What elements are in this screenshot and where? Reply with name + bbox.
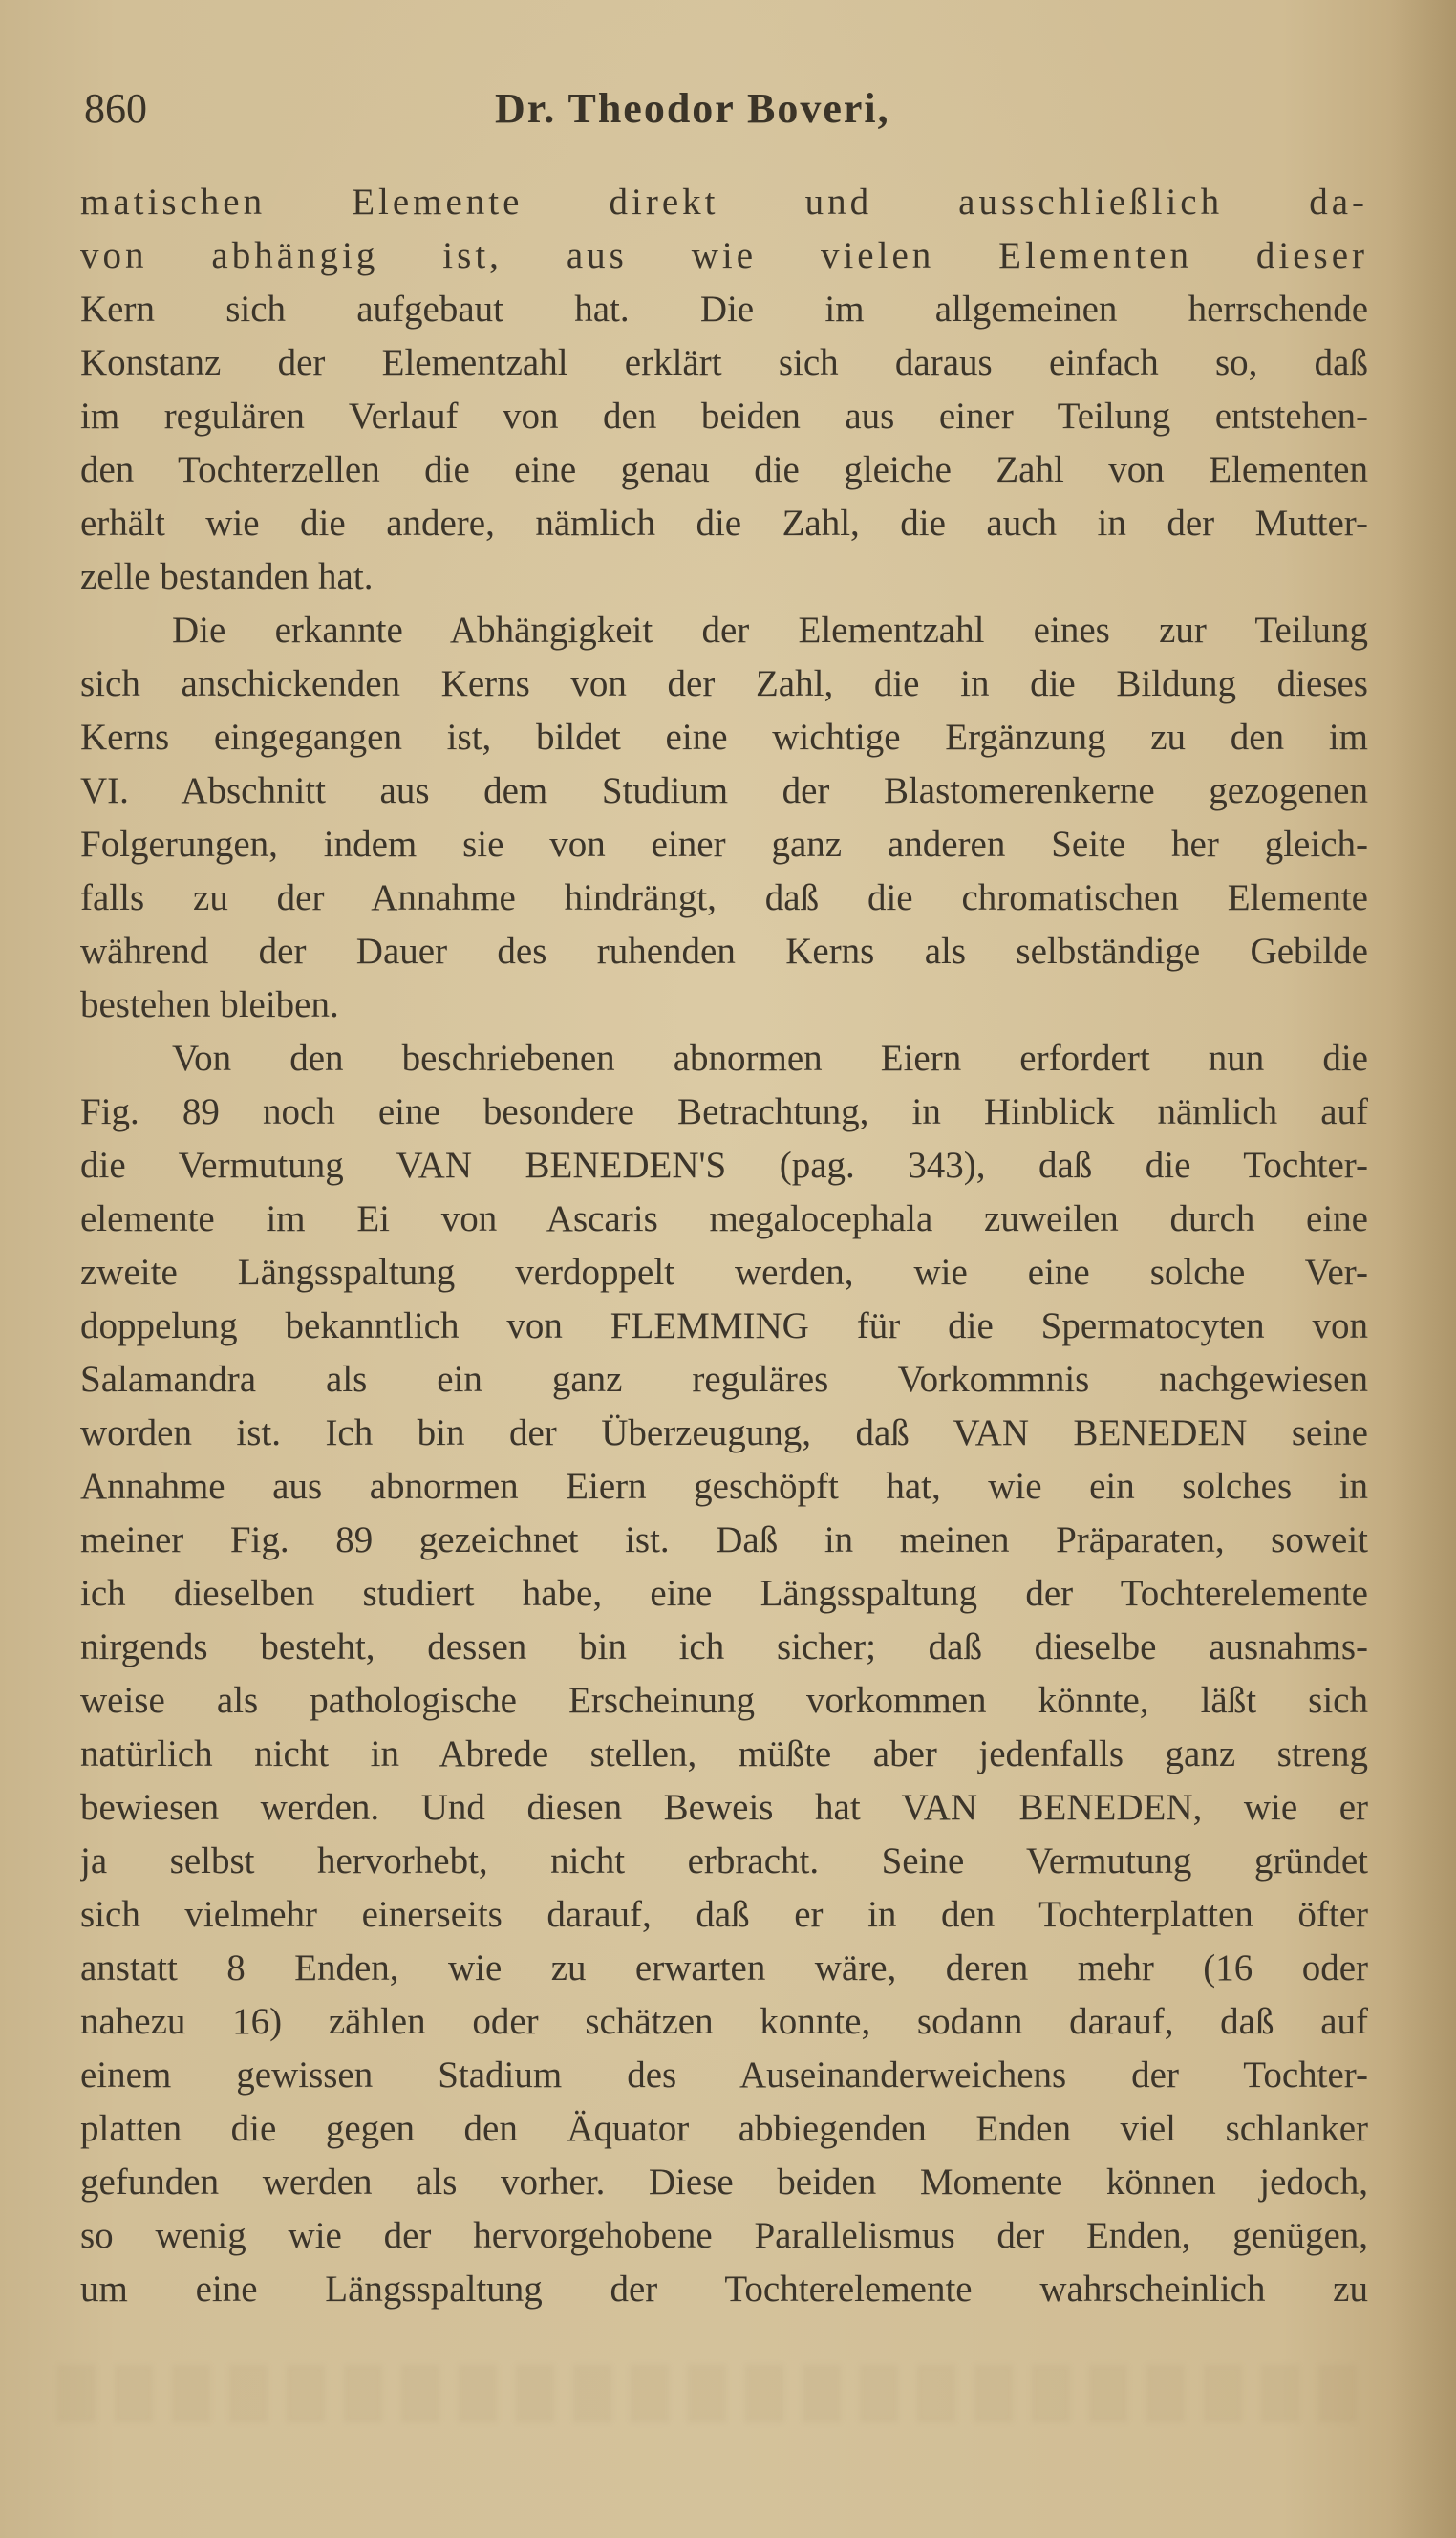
text-line: Folgerungen, indem sie von einer ganz anderen Seite her gleich-: [80, 824, 1368, 865]
text-line: nahezu 16) zählen oder schätzen konnte, sodann darauf, daß auf: [80, 2001, 1368, 2042]
text-line: um eine Längsspaltung der Tochterelemente wahrscheinlich zu: [80, 2269, 1368, 2310]
text-line: bestehen bleiben.: [80, 984, 339, 1025]
page-number: 860: [84, 85, 147, 132]
text-line: von abhängig ist, aus wie vielen Elementen dieser: [80, 235, 1368, 276]
text-line: sich anschickenden Kerns von der Zahl, die in die Bildung dieses: [80, 663, 1368, 704]
text-line: einem gewissen Stadium des Auseinanderweichens der Tochter-: [80, 2054, 1368, 2096]
text-line: Von den beschriebenen abnormen Eiern erfordert nun die: [172, 1038, 1368, 1079]
page-edge-shadow: [1389, 0, 1456, 2538]
text-line: während der Dauer des ruhenden Kerns als selbständige Gebilde: [80, 931, 1368, 972]
text-line: worden ist. Ich bin der Überzeugung, daß VAN BENEDEN seine: [80, 1412, 1368, 1453]
text-line: sich vielmehr einerseits darauf, daß er in den Tochterplatten öfter: [80, 1894, 1368, 1935]
text-line: Konstanz der Elementzahl erklärt sich daraus einfach so, daß: [80, 342, 1368, 383]
text-line: so wenig wie der hervorgehobene Parallelismus der Enden, genügen,: [80, 2215, 1368, 2256]
text-line: gefunden werden als vorher. Diese beiden Momente können jedoch,: [80, 2162, 1368, 2203]
text-line: Annahme aus abnormen Eiern geschöpft hat, wie ein solches in: [80, 1466, 1368, 1507]
text-line: platten die gegen den Äquator abbiegenden Enden viel schlanker: [80, 2108, 1368, 2149]
text-line: die Vermutung VAN BENEDEN'S (pag. 343), daß die Tochter-: [80, 1145, 1368, 1186]
text-line: Die erkannte Abhängigkeit der Elementzahl eines zur Teilung: [172, 610, 1368, 651]
bleed-through-text: [57, 2365, 1376, 2422]
text-line: anstatt 8 Enden, wie zu erwarten wäre, deren mehr (16 oder: [80, 1947, 1368, 1989]
body-text: [80, 176, 1368, 2316]
text-line: weise als pathologische Erscheinung vorkommen könnte, läßt sich: [80, 1680, 1368, 1721]
text-line: natürlich nicht in Abrede stellen, müßte aber jedenfalls ganz streng: [80, 1733, 1368, 1774]
text-line: Kerns eingegangen ist, bildet eine wichtige Ergänzung zu den im: [80, 717, 1368, 758]
text-line: ich dieselben studiert habe, eine Längsspaltung der Tochterelemente: [80, 1573, 1368, 1614]
text-line: zweite Längsspaltung verdoppelt werden, wie eine solche Ver-: [80, 1252, 1368, 1293]
text-line: meiner Fig. 89 gezeichnet ist. Daß in meinen Präparaten, soweit: [80, 1519, 1368, 1560]
text-line: erhält wie die andere, nämlich die Zahl, die auch in der Mutter-: [80, 503, 1368, 544]
text-line: Kern sich aufgebaut hat. Die im allgemeinen herrschende: [80, 289, 1368, 330]
text-line: doppelung bekanntlich von FLEMMING für die Spermatocyten von: [80, 1305, 1368, 1346]
text-line: Fig. 89 noch eine besondere Betrachtung, in Hinblick nämlich auf: [80, 1091, 1368, 1132]
text-line: elemente im Ei von Ascaris megalocephala zuweilen durch eine: [80, 1198, 1368, 1239]
page-header: [84, 82, 1364, 136]
text-line: zelle bestanden hat.: [80, 556, 374, 597]
text-line: Salamandra als ein ganz reguläres Vorkommnis nachgewiesen: [80, 1359, 1368, 1400]
text-line: falls zu der Annahme hindrängt, daß die chromatischen Elemente: [80, 877, 1368, 918]
text-line: ja selbst hervorhebt, nicht erbracht. Seine Vermutung gründet: [80, 1840, 1368, 1882]
text-line: im regulären Verlauf von den beiden aus einer Teilung entstehen-: [80, 396, 1368, 437]
text-line: matischen Elemente direkt und ausschließlich da-: [80, 182, 1368, 223]
text-line: nirgends besteht, dessen bin ich sicher; daß dieselbe ausnahms-: [80, 1626, 1368, 1667]
text-line: VI. Abschnitt aus dem Studium der Blastomerenkerne gezogenen: [80, 770, 1368, 811]
text-line: den Tochterzellen die eine genau die gleiche Zahl von Elementen: [80, 449, 1368, 490]
running-head: Dr. Theodor Boveri,: [495, 85, 890, 132]
text-line: bewiesen werden. Und diesen Beweis hat VAN BENEDEN, wie er: [80, 1787, 1368, 1828]
